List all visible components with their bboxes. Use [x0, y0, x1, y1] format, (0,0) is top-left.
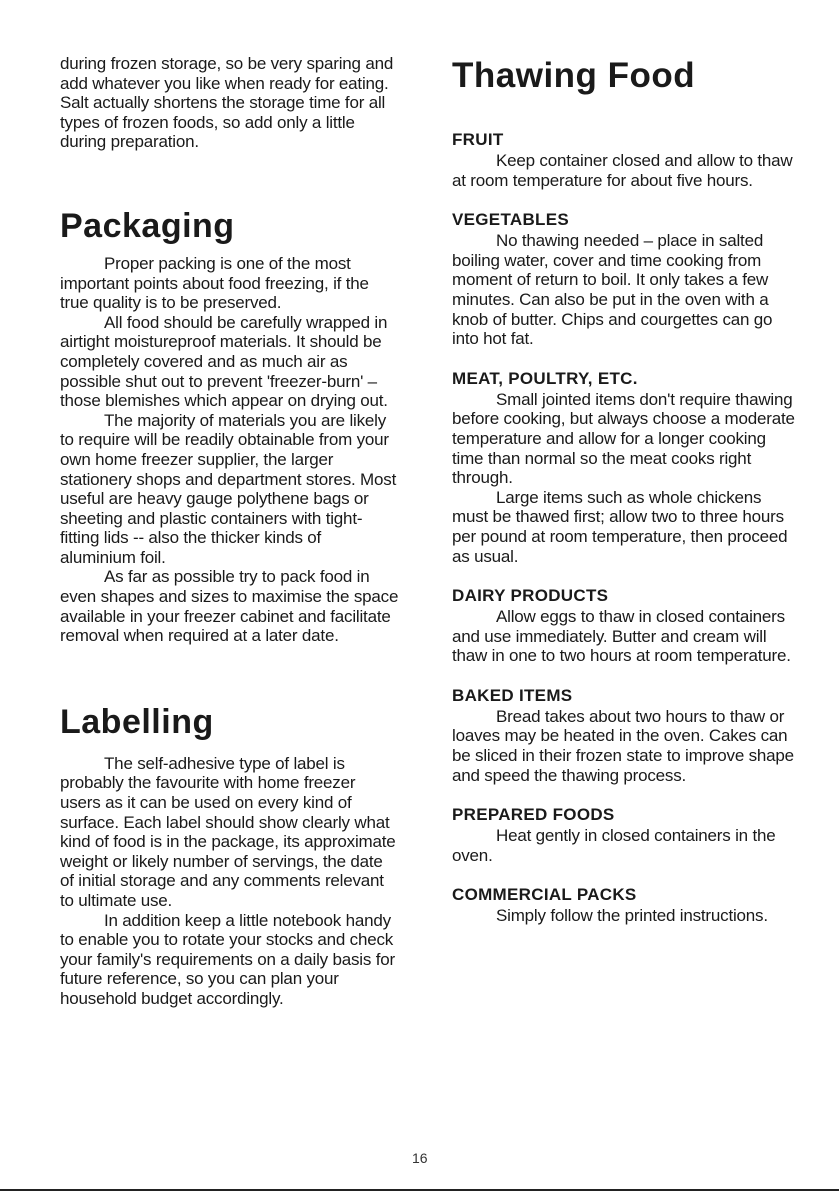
- thawing-heading: Thawing Food: [452, 56, 696, 95]
- packaging-heading: Packaging: [60, 206, 235, 245]
- packaging-paragraph-1: Proper packing is one of the most important points about food freezing, if the true quality is to be preserved.: [60, 253, 369, 313]
- page-number: 16: [412, 1150, 428, 1166]
- section-commercial: [452, 885, 797, 926]
- section-fruit: [452, 130, 797, 190]
- section-text: Keep container closed and allow to thaw at room temperature for about five hours.: [452, 151, 793, 190]
- labelling-heading: Labelling: [60, 702, 214, 741]
- section-text: Allow eggs to thaw in closed containers and use immediately. Butter and cream will thaw in one to two hours at room temperature.: [452, 607, 791, 666]
- labelling-paragraph-2: In addition keep a little notebook handy to enable you to rotate your stocks and check your family's requirements on a daily basis for future reference, so you can plan your household budget accordingly.: [60, 910, 395, 1008]
- section-vegetables: [452, 210, 797, 349]
- section-dairy: [452, 586, 797, 666]
- section-heading: MEAT, POULTRY, ETC.: [452, 368, 638, 388]
- left-column: [60, 54, 400, 1009]
- section-text: No thawing needed – place in salted boiling water, cover and time cooking from moment of return to boil. It only takes a few minutes. Can also be put in the oven with a knob of butter. Chips and courgettes can go into hot fat.: [452, 231, 773, 349]
- section-text: Bread takes about two hours to thaw or loaves may be heated in the oven. Cakes can be sliced in their frozen state to improve shape and speed the thawing process.: [452, 706, 794, 785]
- section-heading: FRUIT: [452, 130, 504, 149]
- section-baked: [452, 686, 797, 785]
- section-heading: BAKED ITEMS: [452, 685, 573, 705]
- packaging-paragraph-2: All food should be carefully wrapped in airtight moistureproof materials. It should be completely covered and as much air as possible shut out to prevent 'freezer-burn' – those blemishes which appear on drying out.: [60, 312, 388, 411]
- labelling-paragraph-1: The self-adhesive type of label is probably the favourite with home freezer users as it can be used on every kind of surface. Each label should show clearly what kind of food is in the package, its approximate weight or likely number of servings, the date of initial storage and any comments relevant to ultimate use.: [60, 753, 396, 910]
- packaging-paragraph-3: The majority of materials you are likely to require will be readily obtainable from your own home freezer supplier, the larger stationery shops and department stores. Most useful are heavy gauge polythene bags or sheeting and plastic containers with tight-fitting lids -- also the thicker kinds of aluminium foil.: [60, 410, 397, 567]
- right-column: [452, 54, 797, 946]
- section-heading: VEGETABLES: [452, 210, 569, 230]
- section-prepared: [452, 805, 797, 865]
- packaging-paragraph-4: As far as possible try to pack food in even shapes and sizes to maximise the space available in your freezer cabinet and facilitate removal when required at a later date.: [60, 567, 399, 646]
- section-text: Small jointed items don't require thawing before cooking, but always choose a moderate temperature and allow for a longer cooking time than normal so the meat cooks right through.: [452, 389, 795, 488]
- section-text: Heat gently in closed containers in the oven.: [452, 826, 776, 865]
- intro-paragraph: during frozen storage, so be very sparing and add whatever you like when ready for eating. Salt actually shortens the storage time for all types of frozen foods, so add only a little during preparation.: [60, 54, 394, 152]
- section-heading: PREPARED FOODS: [452, 805, 615, 825]
- section-meat-poultry: [452, 369, 797, 566]
- section-text: Simply follow the printed instructions.: [496, 906, 768, 926]
- section-heading: DAIRY PRODUCTS: [452, 586, 609, 606]
- section-text-2: Large items such as whole chickens must be thawed first; allow two to three hours per pound at room temperature, then proceed as usual.: [452, 487, 788, 566]
- section-heading: COMMERCIAL PACKS: [452, 885, 637, 905]
